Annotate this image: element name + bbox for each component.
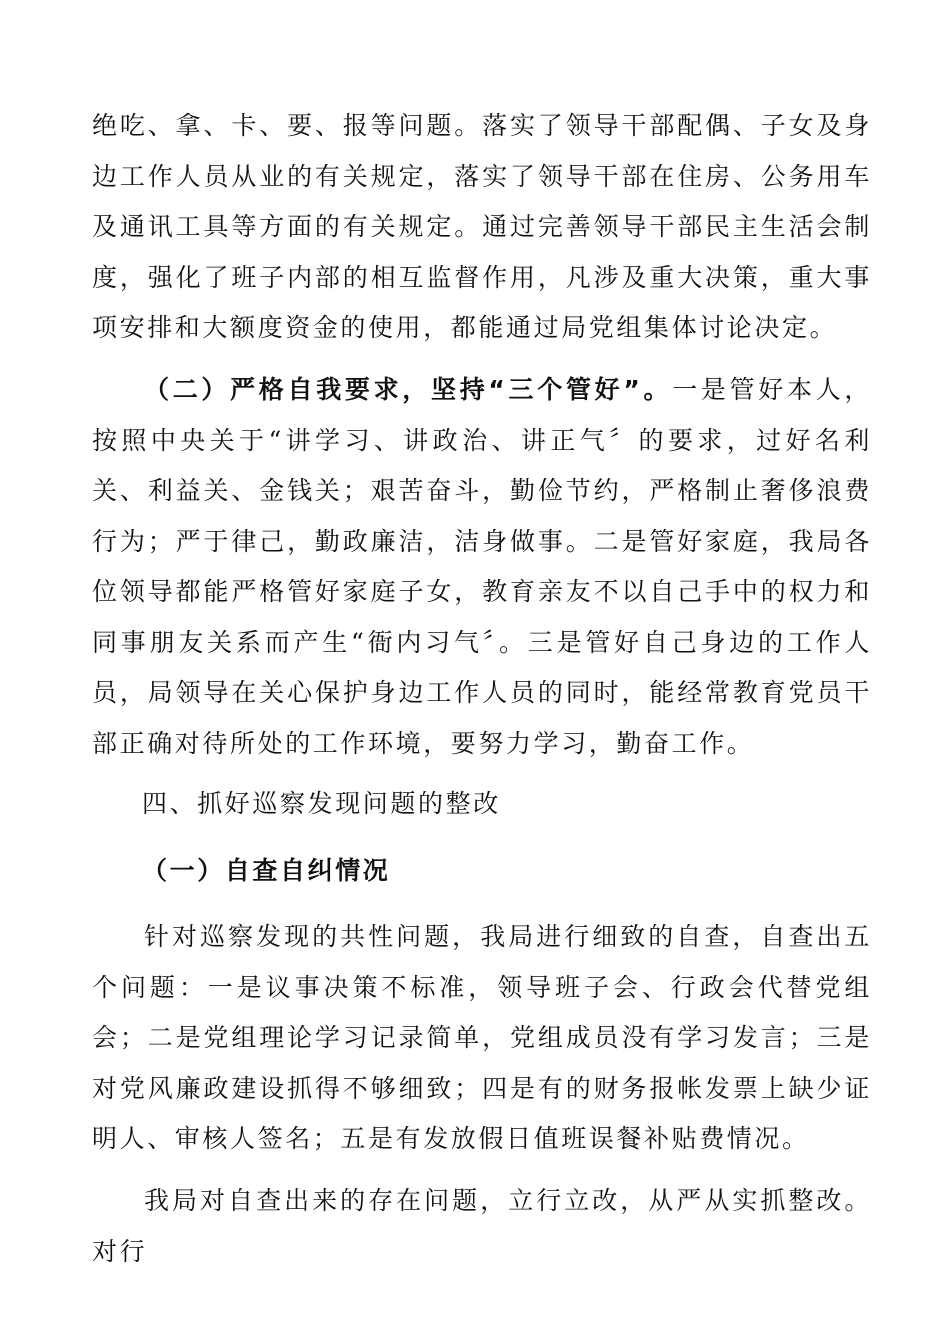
paragraph-three-manage-well-body: 一是管好本人，按照中央关于“讲学习、讲政治、讲正气〞的要求，过好名利关、利益关、金钱关；艰苦奋斗，勤俭节约，严格制止奢侈浪费行为；严于律己，勤政廉洁，洁身做事。二是管好家庭，我局各位领导都能严格管好家庭子女，教育亲友不以自己手中的权力和同事朋友关系而产生“衙内习气〞。三是管好自己身边的工作人员，局领导在关心保护身边工作人员的同时，能经常教育党员干部正确对待所处的工作环境，要努力学习，勤奋工作。 [92,375,872,758]
paragraph-leadership-rules: 绝吃、拿、卡、要、报等问题。落实了领导干部配偶、子女及身边工作人员从业的有关规定，落实了领导干部在住房、公务用车及通讯工具等方面的有关规定。通过完善领导干部民主生活会制度，强化了班子内部的相互监督作用，凡涉及重大决策，重大事项安排和大额度资金的使用，都能通过局党组集体讨论决定。 [92,111,872,342]
paragraph-three-manage-well [92,365,872,769]
paragraph-self-inspection-findings: 针对巡察发现的共性问题，我局进行细致的自查，自查出五个问题：一是议事决策不标准，领导班子会、行政会代替党组会；二是党组理论学习记录简单，党组成员没有学习发言；三是对党风廉政建设抓得不够细致；四是有的财务报帐发票上缺少证明人、审核人签名；五是有发放假日值班误餐补贴费情况。 [92,922,872,1153]
paragraph-three-manage-well-lead: （二）严格自我要求，坚持“三个管好”。 [144,375,673,404]
section-heading-rectification: 四、抓好巡察发现问题的整改 [142,789,501,818]
subsection-heading-self-inspection: （一）自查自纠情况 [142,856,391,885]
paragraph-rectification-start: 我局对自查出来的存在问题，立行立改，从严从实抓整改。对行 [92,1186,872,1266]
